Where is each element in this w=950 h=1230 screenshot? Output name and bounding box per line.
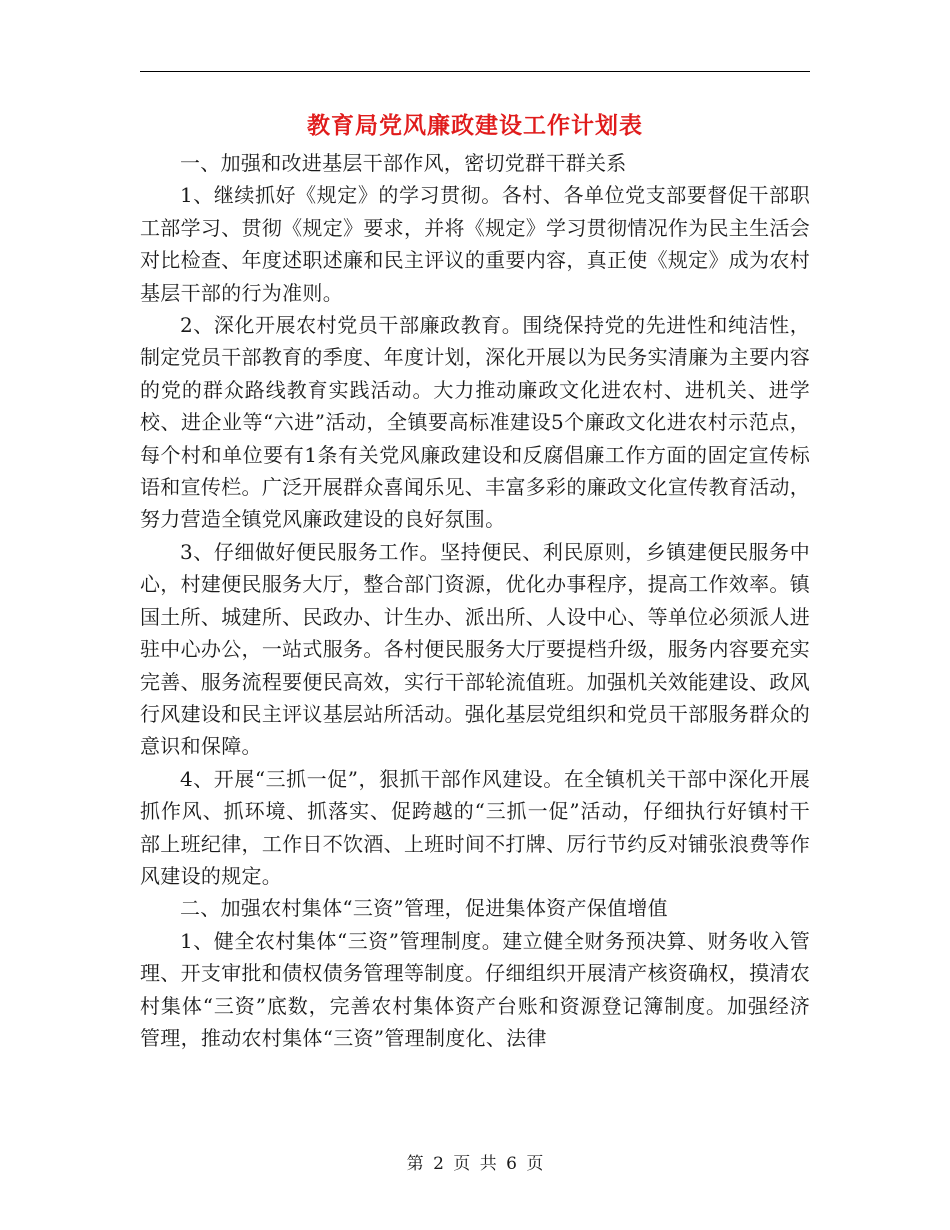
paragraph-1-3: 3、仔细做好便民服务工作。坚持便民、利民原则，乡镇建便民服务中心，村建便民服务大厅，整合部门资源，优化办事程序，提高工作效率。镇国土所、城建所、民政办、计生办、派出所、人设中心、等单位必须派人进驻中心办公，一站式服务。各村便民服务大厅要提档升级，服务内容要充实完善、服务流程要便民高效，实行干部轮流值班。加强机关效能建设、政风行风建设和民主评议基层站所活动。强化基层党组织和党员干部服务群众的意识和保障。 — [140, 539, 810, 759]
paragraph-1-2: 2、深化开展农村党员干部廉政教育。围绕保持党的先进性和纯洁性，制定党员干部教育的季度、年度计划，深化开展以为民务实清廉为主要内容的党的群众路线教育实践活动。大力推动廉政文化进农村、进机关、进学校、进企业等“六进”活动，全镇要高标准建设5个廉政文化进农村示范点，每个村和单位要有1条有关党风廉政建设和反腐倡廉工作方面的固定宣传标语和宣传栏。广泛开展群众喜闻乐见、丰富多彩的廉政文化宣传教育活动，努力营造全镇党风廉政建设的良好氛围。 — [140, 313, 810, 532]
section-heading-1: 一、加强和改进基层干部作风，密切党群干群关系 — [180, 151, 627, 175]
paragraph-1-4: 4、开展“三抓一促”，狠抓干部作风建设。在全镇机关干部中深化开展抓作风、抓环境、抓落实、促跨越的“三抓一促”活动，仔细执行好镇村干部上班纪律，工作日不饮酒、上班时间不打牌、厉行节约反对铺张浪费等作风建设的规定。 — [140, 766, 810, 888]
section-heading-2: 二、加强农村集体“三资”管理，促进集体资产保值增值 — [180, 896, 668, 921]
page-number: 第 2 页 共 6 页 — [406, 1154, 544, 1174]
document-title: 教育局党风廉政建设工作计划表 — [307, 112, 643, 139]
paragraph-2-1: 1、健全农村集体“三资”管理制度。建立健全财务预决算、财务收入管理、开支审批和债权债务管理等制度。仔细组织开展清产核资确权，摸清农村集体“三资”底数，完善农村集体资产台账和资源登记簿制度。加强经济管理，推动农村集体“三资”管理制度化、法律 — [140, 928, 810, 1050]
document-body — [140, 147, 810, 1054]
paragraph-1-1: 1、继续抓好《规定》的学习贯彻。各村、各单位党支部要督促干部职工部学习、贯彻《规定》要求，并将《规定》学习贯彻情况作为民主生活会对比检查、年度述职述廉和民主评议的重要内容，真正使《规定》成为农村基层干部的行为准则。 — [140, 183, 810, 305]
header-rule — [140, 71, 810, 72]
